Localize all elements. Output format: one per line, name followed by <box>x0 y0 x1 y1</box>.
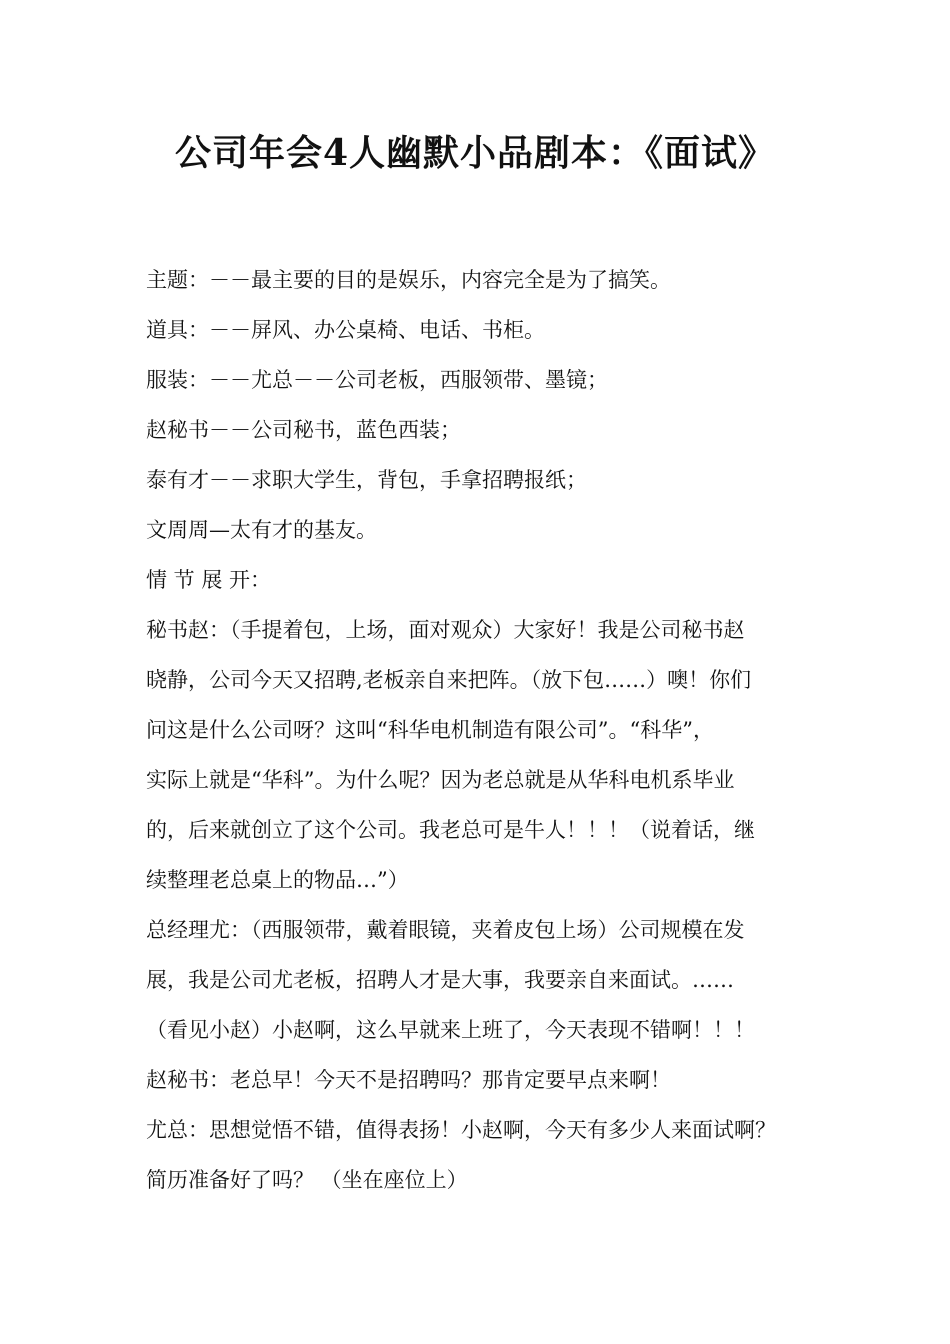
text-line-dialogue: 晓静，公司今天又招聘,老板亲自来把阵。（放下包……）噢！你们 <box>146 668 752 692</box>
text-line-secretary: 赵秘书－－公司秘书，蓝色西装； <box>146 418 461 442</box>
text-line-theme: 主题：－－最主要的目的是娱乐，内容完全是为了搞笑。 <box>146 268 671 292</box>
document-title: 公司年会4人幽默小品剧本：《面试》 <box>174 132 776 174</box>
text-line-friend: 文周周—太有才的基友。 <box>146 518 377 542</box>
text-line-dialogue: 展，我是公司尤老板，招聘人才是大事，我要亲自来面试。…… <box>146 968 734 992</box>
text-line-dialogue: 续整理老总桌上的物品…”） <box>146 868 409 892</box>
document-body <box>146 255 816 1205</box>
text-line-dialogue: 赵秘书：老总早！今天不是招聘吗？那肯定要早点来啊！ <box>146 1068 671 1092</box>
text-line-dialogue: 问这是什么公司呀？这叫“科华电机制造有限公司”。“科华”， <box>146 718 714 742</box>
text-line-costume: 服装：－－尤总－－公司老板，西服领带、墨镜； <box>146 368 608 392</box>
text-line-dialogue: 秘书赵：（手提着包，上场，面对观众）大家好！我是公司秘书赵 <box>146 618 745 642</box>
text-line-dialogue: 的，后来就创立了这个公司。我老总可是牛人！！！（说着话，继 <box>146 818 755 842</box>
text-line-dialogue: 总经理尤：（西服领带，戴着眼镜，夹着皮包上场）公司规模在发 <box>146 918 745 942</box>
text-line-dialogue: 实际上就是“华科”。为什么呢？因为老总就是从华科电机系毕业 <box>146 768 735 792</box>
text-line-props: 道具：－－屏风、办公桌椅、电话、书柜。 <box>146 318 545 342</box>
text-line-student: 泰有才－－求职大学生，背包，手拿招聘报纸； <box>146 468 587 492</box>
text-line-plot-heading: 情 节 展 开： <box>146 568 272 592</box>
text-line-dialogue: 尤总：思想觉悟不错，值得表扬！小赵啊，今天有多少人来面试啊？ <box>146 1118 776 1142</box>
text-line-dialogue: 简历准备好了吗？ （坐在座位上） <box>146 1168 468 1192</box>
text-line-dialogue: （看见小赵）小赵啊，这么早就来上班了，今天表现不错啊！！！ <box>146 1018 755 1042</box>
